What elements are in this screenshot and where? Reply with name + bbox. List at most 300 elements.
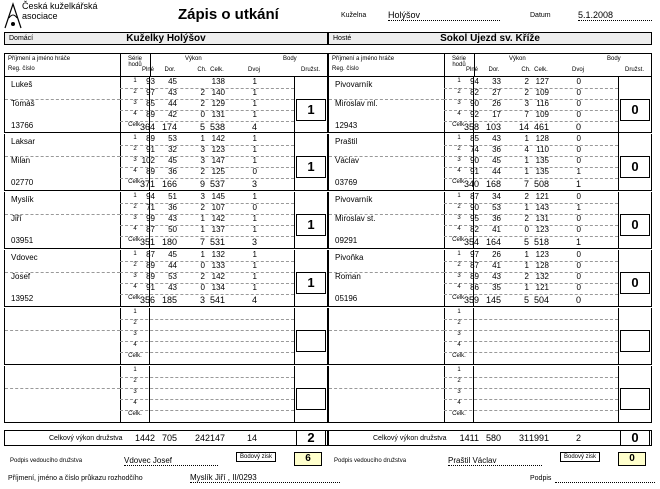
away-score-cell: 90 [470, 99, 479, 108]
away-celk-row-label: Celk. [452, 295, 466, 301]
home-name-divider [5, 330, 120, 331]
home-player-firstname: Jiří [11, 214, 22, 223]
away-score-cell: 1 [524, 156, 529, 165]
home-series-number: 4 [133, 111, 137, 117]
away-score-cell: 0 [576, 110, 581, 119]
away-celk-col-label: Celk. [534, 67, 548, 73]
home-team-total-cell: 2147 [204, 433, 225, 443]
home-score-cell: 137 [211, 225, 225, 234]
home-score-cell: 45 [168, 77, 177, 86]
home-score-cell: 1 [252, 134, 257, 143]
home-player-total-cell: 180 [161, 237, 177, 247]
home-player-total-cell: 174 [161, 122, 177, 132]
away-score-cell: 135 [535, 167, 549, 176]
home-score-cell: 94 [146, 192, 155, 201]
away-score-cell: 85 [470, 134, 479, 143]
away-body-sep [618, 192, 619, 249]
home-player-block [4, 192, 328, 249]
home-score-cell: 102 [141, 156, 155, 165]
away-player-total-cell: 518 [533, 237, 549, 247]
home-score-cell: 53 [168, 134, 177, 143]
home-score-cell: 36 [168, 203, 177, 212]
away-series-number: 3 [457, 215, 461, 221]
away-score-cell: 131 [535, 214, 549, 223]
away-score-cell: 0 [576, 192, 581, 201]
away-name-divider [329, 330, 444, 331]
home-vykon-col-label: Výkon [185, 56, 202, 62]
away-score-cell: 1 [524, 283, 529, 292]
home-score-cell: 43 [168, 214, 177, 223]
away-score-cell: 91 [470, 167, 479, 176]
away-score-cell: 110 [536, 145, 549, 154]
home-score-cell: 2 [200, 88, 205, 97]
away-name-col-label: Příjmení a jméno hráče [332, 56, 395, 62]
home-series-number: 2 [133, 146, 137, 152]
away-team-total-cell: 580 [485, 433, 501, 443]
venue-label: Kuželna [341, 12, 367, 19]
away-reg-col-label: Reg. číslo [332, 66, 359, 72]
home-player-total-cell: 4 [251, 122, 257, 132]
away-celk-row-label: Celk. [452, 353, 466, 359]
away-score-cell: 135 [535, 156, 549, 165]
home-player-firstname: Milan [11, 156, 31, 165]
home-player-total-cell: 185 [161, 295, 177, 305]
away-series-number: 1 [457, 135, 461, 141]
home-score-cell: 36 [168, 167, 177, 176]
away-score-cell: 3 [524, 99, 529, 108]
away-player-firstname: Roman [335, 272, 361, 281]
home-player-total-cell: 166 [161, 179, 177, 189]
home-series-number: 2 [133, 320, 137, 326]
home-reg-col-label: Reg. číslo [8, 66, 35, 72]
away-score-cell: 0 [576, 134, 581, 143]
home-series-number: 3 [133, 215, 137, 221]
home-score-cell: 0 [200, 110, 205, 119]
home-player-points: 1 [296, 99, 326, 121]
away-score-cell: 2 [524, 272, 529, 281]
home-player-total-cell: 356 [139, 295, 155, 305]
home-team-name-bar [4, 32, 328, 45]
away-score-cell: 0 [576, 272, 581, 281]
away-player-reg: 12943 [335, 121, 358, 130]
home-celk-row-label: Celk. [128, 353, 142, 359]
home-score-cell: 129 [211, 99, 225, 108]
away-series-number: 1 [457, 367, 461, 373]
away-team-total-cell: 31 [518, 433, 529, 443]
away-player-block [328, 192, 652, 249]
document-header [0, 0, 660, 30]
home-body-col-label: Body [283, 56, 297, 62]
away-player-total-cell: 7 [523, 179, 529, 189]
home-player-total-cell: 4 [251, 295, 257, 305]
away-player-total-cell: 1 [575, 179, 581, 189]
away-score-cell: 1 [524, 261, 529, 270]
away-player-total-cell: 103 [485, 122, 501, 132]
home-leader-label: Podpis vedoucího družstva [10, 458, 83, 464]
home-player-surname: Myslík [11, 195, 34, 204]
away-score-cell: 34 [492, 192, 501, 201]
away-player-total-cell: 354 [463, 237, 479, 247]
home-score-cell: 2 [200, 203, 205, 212]
away-series-number: 1 [457, 309, 461, 315]
away-player-firstname: Miroslav st. [335, 214, 376, 223]
home-name-divider [5, 214, 120, 215]
home-score-cell: 134 [211, 283, 225, 292]
home-score-cell: 131 [211, 110, 225, 119]
away-player-points: 0 [620, 214, 650, 236]
home-name-col-label: Příjmení a jméno hráče [8, 56, 71, 62]
home-score-cell: 1 [252, 261, 257, 270]
away-score-cell: 1 [576, 203, 581, 212]
away-player-total-cell: 461 [533, 122, 549, 132]
away-celk-row-label: Celk. [452, 411, 466, 417]
home-score-cell: 1 [252, 99, 257, 108]
away-score-cell: 92 [470, 110, 479, 119]
home-celk-row-label: Celk. [128, 411, 142, 417]
away-player-total-cell: 5 [523, 295, 529, 305]
home-player-firstname: Tomáš [11, 99, 35, 108]
home-series-number: 2 [133, 378, 137, 384]
home-leader-name: Vdovec Josef [124, 456, 218, 466]
away-player-total-cell: 145 [485, 295, 501, 305]
home-series-number: 4 [133, 400, 137, 406]
away-score-cell: 0 [576, 214, 581, 223]
home-player-total-cell: 7 [199, 237, 205, 247]
away-player-points-empty [620, 330, 650, 352]
home-score-cell: 1 [200, 250, 205, 259]
cka-logo-icon [3, 2, 23, 30]
home-player-block [4, 76, 328, 133]
home-series-number: 4 [133, 226, 137, 232]
home-player-total-cell: 537 [209, 179, 225, 189]
away-player-total-cell: 508 [533, 179, 549, 189]
away-series-number: 2 [457, 320, 461, 326]
home-score-cell: 89 [146, 167, 155, 176]
home-team-total-cell: 14 [246, 433, 257, 443]
home-score-cell: 2 [200, 272, 205, 281]
home-series-number: 4 [133, 168, 137, 174]
away-score-cell: 41 [492, 261, 501, 270]
home-player-total-cell: 5 [199, 122, 205, 132]
referee-value: Myslík Jiří , II/0293 [190, 473, 340, 483]
away-player-surname: Pivoňka [335, 253, 364, 262]
home-column-headers [4, 53, 328, 76]
home-player-total-cell: 364 [139, 122, 155, 132]
away-score-cell: 109 [535, 110, 549, 119]
home-score-cell: 2 [200, 167, 205, 176]
home-player-points-empty [296, 388, 326, 410]
away-series-number: 3 [457, 273, 461, 279]
home-score-cell: 142 [211, 272, 225, 281]
home-score-cell: 1 [252, 77, 257, 86]
home-series-number: 1 [133, 78, 137, 84]
home-series-number: 3 [133, 100, 137, 106]
home-score-cell: 93 [146, 77, 155, 86]
away-totals-label: Celkový výkon družstva [373, 435, 447, 442]
away-celk-row-label: Celk. [452, 179, 466, 185]
away-player-reg: 09291 [335, 236, 358, 245]
away-bodovy-value: 0 [618, 452, 646, 466]
home-score-cell: 43 [168, 88, 177, 97]
away-body-col-label: Body [607, 56, 621, 62]
home-player-total-cell: 541 [209, 295, 225, 305]
away-celk-row-label: Celk. [452, 237, 466, 243]
away-score-cell: 27 [492, 88, 501, 97]
away-score-cell: 116 [536, 99, 549, 108]
away-series-number: 1 [457, 193, 461, 199]
away-score-cell: 128 [535, 261, 549, 270]
away-score-cell: 0 [576, 77, 581, 86]
home-score-cell: 3 [200, 156, 205, 165]
home-series-number: 4 [133, 342, 137, 348]
home-dor-col-label: Dor. [164, 67, 176, 73]
home-score-cell: 0 [200, 283, 205, 292]
away-score-cell: 53 [492, 203, 501, 212]
home-player-total-cell: 538 [209, 122, 225, 132]
away-score-cell: 128 [535, 134, 549, 143]
away-score-cell: 87 [470, 192, 479, 201]
home-series-number: 1 [133, 193, 137, 199]
away-druzst-col-label: Družst. [625, 67, 645, 73]
away-score-cell: 0 [576, 225, 581, 234]
away-player-total-cell: 340 [463, 179, 479, 189]
home-player-block [4, 308, 328, 365]
signature-label: Podpis [530, 475, 552, 482]
home-player-surname: Lukeš [11, 80, 33, 89]
home-series-number: 3 [133, 157, 137, 163]
away-player-points: 0 [620, 156, 650, 178]
home-score-cell: 89 [146, 134, 155, 143]
home-score-cell: 1 [252, 156, 257, 165]
home-score-cell: 89 [146, 261, 155, 270]
away-player-total-cell: 1 [575, 237, 581, 247]
away-score-cell: 2 [524, 192, 529, 201]
association-name [22, 1, 132, 21]
away-score-cell: 26 [492, 250, 501, 259]
home-score-cell: 51 [168, 192, 177, 201]
home-ch-col-label: Ch. [197, 67, 207, 73]
home-score-cell: 1 [200, 225, 205, 234]
home-series-number: 1 [133, 367, 137, 373]
home-body-sep [294, 134, 295, 191]
away-score-cell: 90 [470, 156, 479, 165]
away-dor-col-label: Dor. [488, 67, 500, 73]
away-body-sep [618, 77, 619, 134]
home-score-cell: 97 [146, 88, 155, 97]
away-series-number: 3 [457, 157, 461, 163]
referee-label: Příjmení, jméno a číslo průkazu rozhodčího [8, 475, 143, 482]
away-player-block [328, 134, 652, 191]
away-score-cell: 36 [492, 214, 501, 223]
away-role-label: Hosté [333, 35, 352, 42]
assoc-line2: asociace [22, 11, 58, 21]
away-series-number: 2 [457, 378, 461, 384]
signature-line [555, 482, 655, 483]
away-player-block [328, 308, 652, 365]
away-score-cell: 1 [524, 167, 529, 176]
away-body-sep [618, 308, 619, 365]
home-player-surname: Laksar [11, 137, 36, 146]
away-player-firstname: Václav [335, 156, 360, 165]
home-series-number: 3 [133, 273, 137, 279]
away-score-cell: 0 [576, 99, 581, 108]
home-score-cell: 99 [146, 214, 155, 223]
away-series-number: 2 [457, 262, 461, 268]
home-player-block [4, 250, 328, 307]
home-score-cell: 1 [252, 192, 257, 201]
away-player-total-cell: 164 [485, 237, 501, 247]
away-score-cell: 0 [576, 88, 581, 97]
home-team-total-cell: 24 [194, 433, 205, 443]
away-player-firstname: Miroslav ml. [335, 99, 378, 108]
home-body-sep [294, 77, 295, 134]
home-score-cell: 42 [168, 110, 177, 119]
away-score-cell: 0 [576, 145, 581, 154]
home-series-number: 1 [133, 309, 137, 315]
away-player-total-cell: 5 [523, 237, 529, 247]
date-value: 5.1.2008 [578, 10, 652, 21]
away-series-number: 4 [457, 400, 461, 406]
page-title: Zápis o utkání [178, 6, 279, 23]
away-bodovy-label: Bodový zisk [560, 452, 600, 462]
away-score-cell: 44 [492, 167, 501, 176]
away-player-reg: 03769 [335, 178, 358, 187]
home-totals-label: Celkový výkon družstva [49, 435, 123, 442]
home-player-total-cell: 371 [139, 179, 155, 189]
home-score-cell: 43 [168, 283, 177, 292]
home-team-total-cell: 1442 [134, 433, 155, 443]
away-player-reg: 05196 [335, 294, 358, 303]
home-score-cell: 142 [211, 214, 225, 223]
away-player-total-cell: 359 [463, 295, 479, 305]
home-player-points: 1 [296, 214, 326, 236]
away-player-total-cell: 504 [533, 295, 549, 305]
away-body-sep [618, 134, 619, 191]
home-player-block [4, 366, 328, 423]
home-score-cell: 132 [211, 250, 225, 259]
home-player-points: 1 [296, 156, 326, 178]
home-role-label: Domácí [9, 35, 34, 42]
away-player-surname: Praštil [335, 137, 358, 146]
away-series-number: 3 [457, 100, 461, 106]
away-score-cell: 2 [524, 77, 529, 86]
away-hdr-sep [474, 54, 475, 77]
away-series-number: 2 [457, 204, 461, 210]
away-series-number: 1 [457, 251, 461, 257]
away-score-cell: 2 [524, 88, 529, 97]
home-score-cell: 44 [168, 99, 177, 108]
home-bodovy-value: 6 [294, 452, 322, 466]
away-player-points: 0 [620, 99, 650, 121]
home-series-col-label: Série hodů [127, 56, 142, 68]
home-hdr-sep [150, 54, 151, 77]
home-player-surname: Vdovec [11, 253, 38, 262]
home-score-cell: 91 [146, 283, 155, 292]
away-leader-label: Podpis vedoucího družstva [334, 458, 407, 464]
assoc-line1: Česká kuželkářská [22, 1, 98, 11]
home-score-cell: 1 [252, 145, 257, 154]
away-score-cell: 121 [535, 192, 549, 201]
home-series-number: 1 [133, 251, 137, 257]
home-player-total-cell: 3 [199, 295, 205, 305]
home-celk-col-label: Celk. [210, 67, 224, 73]
home-player-reg: 13766 [11, 121, 34, 130]
away-plne-col-label: Plné [465, 67, 478, 73]
away-score-cell: 1 [524, 203, 529, 212]
away-score-cell: 45 [492, 156, 501, 165]
away-player-points: 0 [620, 272, 650, 294]
away-score-cell: 109 [535, 88, 549, 97]
home-score-cell: 1 [252, 110, 257, 119]
away-series-number: 3 [457, 389, 461, 395]
home-score-cell: 133 [211, 261, 225, 270]
away-score-cell: 121 [535, 283, 549, 292]
away-totals-row [328, 430, 652, 446]
home-player-total-cell: 3 [251, 237, 257, 247]
away-score-cell: 1 [524, 134, 529, 143]
home-score-cell: 2 [200, 99, 205, 108]
home-series-number: 3 [133, 331, 137, 337]
away-body-sep [618, 250, 619, 307]
away-series-number: 2 [457, 89, 461, 95]
home-score-cell: 45 [168, 250, 177, 259]
home-score-cell: 147 [211, 156, 225, 165]
away-series-number: 3 [457, 331, 461, 337]
away-vykon-col-label: Výkon [509, 56, 526, 62]
away-score-cell: 1 [524, 250, 529, 259]
away-column-headers [328, 53, 652, 76]
away-series-number: 4 [457, 342, 461, 348]
home-score-cell: 1 [252, 283, 257, 292]
away-score-cell: 7 [524, 110, 529, 119]
away-team-total-cell: 2 [575, 433, 581, 443]
home-player-firstname: Josef [11, 272, 31, 281]
away-series-number: 4 [457, 168, 461, 174]
away-player-block [328, 250, 652, 307]
away-score-cell: 132 [535, 272, 549, 281]
home-body-sep [294, 308, 295, 365]
away-score-cell: 2 [524, 214, 529, 223]
away-team-name: Sokol Ujezd sv. Kříže [440, 33, 540, 44]
away-score-cell: 143 [535, 203, 549, 212]
home-score-cell: 145 [211, 192, 225, 201]
home-score-cell: 44 [168, 261, 177, 270]
away-series-number: 2 [457, 146, 461, 152]
home-series-number: 2 [133, 89, 137, 95]
away-score-cell: 82 [470, 225, 479, 234]
home-body-sep [294, 250, 295, 307]
home-series-number: 4 [133, 284, 137, 290]
away-score-cell: 87 [470, 261, 479, 270]
away-score-cell: 94 [470, 77, 479, 86]
away-team-points: 0 [620, 430, 650, 446]
home-celk-row-label: Celk. [128, 295, 142, 301]
away-score-cell: 123 [535, 250, 549, 259]
home-score-cell: 1 [252, 250, 257, 259]
home-score-cell: 1 [252, 272, 257, 281]
home-druzst-col-label: Družst. [301, 67, 321, 73]
home-score-cell: 1 [200, 214, 205, 223]
home-dvoj-col-label: Dvoj [247, 67, 260, 73]
away-player-total-cell: 14 [518, 122, 529, 132]
away-player-total-cell: 0 [575, 122, 581, 132]
home-team-points: 2 [296, 430, 326, 446]
home-score-cell: 125 [211, 167, 225, 176]
away-score-cell: 35 [492, 283, 501, 292]
away-hdr-sep [444, 54, 445, 77]
home-name-divider [5, 388, 120, 389]
away-score-cell: 0 [576, 250, 581, 259]
